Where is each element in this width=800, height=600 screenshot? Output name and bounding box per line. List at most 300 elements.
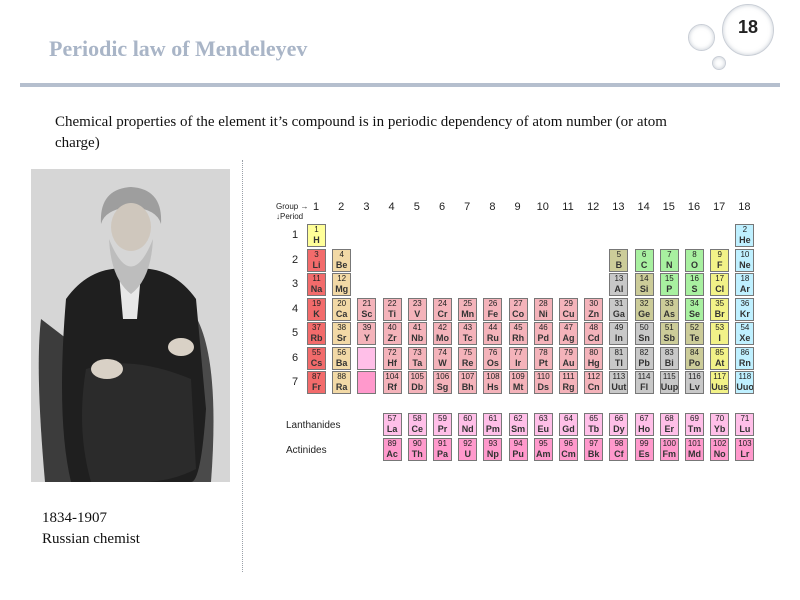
element-symbol: Os — [486, 357, 499, 368]
element-cell — [609, 413, 628, 436]
element-cell — [559, 371, 578, 394]
element-symbol: Rn — [738, 357, 751, 368]
element-cell — [408, 413, 427, 436]
element-cell — [660, 371, 679, 394]
element-cell — [408, 371, 427, 394]
element-symbol: Cn — [587, 382, 600, 392]
element-cell — [483, 413, 502, 436]
atomic-number: 8 — [692, 249, 697, 259]
element-symbol: Ca — [335, 308, 348, 319]
element-cell — [735, 413, 754, 436]
element-cell — [483, 347, 502, 370]
element-symbol: Mo — [436, 333, 449, 343]
element-cell — [307, 249, 326, 272]
atomic-number: 37 — [312, 323, 321, 332]
element-symbol: Be — [335, 259, 348, 270]
element-symbol: S — [691, 284, 698, 294]
element-symbol: Sb — [663, 333, 676, 343]
element-cell — [710, 273, 729, 296]
element-symbol: Xe — [739, 333, 751, 343]
element-cell — [458, 438, 477, 461]
element-symbol: Ne — [739, 259, 751, 270]
element-symbol: Cd — [587, 333, 600, 343]
atomic-number: 58 — [412, 414, 422, 423]
element-cell — [660, 298, 679, 321]
element-cell — [584, 347, 603, 370]
element-symbol: Y — [363, 333, 370, 343]
element-cell — [685, 322, 704, 345]
atomic-number: 4 — [339, 249, 344, 259]
element-cell — [509, 413, 528, 436]
actinides-label: Actinides — [286, 445, 327, 456]
atomic-number: 26 — [488, 298, 498, 308]
element-cell — [710, 438, 729, 461]
element-symbol: Hs — [487, 382, 499, 392]
element-symbol: Cf — [614, 449, 624, 459]
element-cell — [660, 249, 679, 272]
atomic-number: 76 — [488, 347, 498, 357]
atomic-number: 27 — [513, 298, 523, 308]
group-number: 15 — [662, 201, 675, 213]
atomic-number: 109 — [511, 372, 525, 381]
element-symbol: Pt — [538, 357, 548, 368]
element-symbol: Ni — [538, 308, 548, 319]
element-symbol: Fl — [640, 382, 649, 392]
element-symbol: Sc — [361, 308, 373, 319]
group-number: 16 — [687, 201, 701, 213]
element-symbol: Si — [639, 284, 649, 294]
element-cell — [408, 298, 427, 321]
element-cell — [307, 347, 326, 370]
element-cell — [685, 249, 704, 272]
element-cell — [559, 298, 578, 321]
element-cell — [609, 371, 628, 394]
atomic-number: 104 — [385, 372, 399, 381]
atomic-number: 40 — [387, 323, 397, 332]
element-cell — [383, 438, 402, 461]
element-symbol: Pr — [437, 424, 448, 434]
portrait-photo — [31, 169, 230, 482]
element-symbol: Ga — [612, 308, 625, 319]
atomic-number: 59 — [438, 414, 447, 423]
element-cell — [332, 371, 351, 394]
element-symbol: No — [713, 449, 726, 459]
atomic-number: 63 — [538, 414, 548, 423]
element-cell — [534, 438, 553, 461]
element-symbol: Pb — [638, 357, 650, 368]
element-symbol: Db — [411, 382, 424, 392]
element-cell — [509, 438, 528, 461]
element-cell — [635, 298, 654, 321]
atomic-number: 78 — [538, 347, 548, 357]
element-cell — [685, 438, 704, 461]
atomic-number: 7 — [667, 249, 672, 259]
element-cell — [433, 413, 452, 436]
group-number: 5 — [413, 201, 420, 213]
atomic-number: 46 — [538, 323, 548, 332]
element-cell — [509, 371, 528, 394]
atomic-number: 42 — [438, 323, 447, 332]
element-symbol: Es — [638, 449, 650, 459]
element-symbol: Uut — [611, 382, 627, 392]
element-symbol: U — [464, 449, 471, 459]
element-cell — [408, 438, 427, 461]
caption-years: 1834-1907 — [42, 510, 107, 526]
atomic-number: 1 — [314, 225, 319, 234]
element-cell — [332, 249, 351, 272]
element-symbol: Na — [310, 284, 323, 294]
element-symbol: Pu — [512, 449, 524, 459]
element-cell — [534, 413, 553, 436]
atomic-number: 116 — [688, 372, 701, 381]
group-number: 17 — [713, 201, 726, 213]
group-number: 9 — [514, 201, 521, 213]
element-cell — [685, 347, 704, 370]
element-symbol: Bi — [664, 357, 674, 368]
element-symbol: Li — [312, 259, 321, 270]
element-cell — [635, 371, 654, 394]
lanthanides-label: Lanthanides — [286, 420, 341, 431]
element-cell — [483, 322, 502, 345]
element-symbol: Ce — [411, 424, 424, 434]
element-symbol: Ba — [335, 357, 348, 368]
group-number: 1 — [312, 201, 320, 213]
atomic-number: 56 — [337, 347, 347, 357]
atomic-number: 74 — [438, 347, 447, 357]
atomic-number: 114 — [637, 372, 651, 381]
element-cell — [584, 413, 603, 436]
atomic-number: 5 — [616, 249, 622, 259]
element-cell — [660, 347, 679, 370]
element-cell — [534, 298, 553, 321]
element-cell — [735, 347, 754, 370]
atomic-number: 18 — [740, 274, 750, 283]
atomic-number: 101 — [687, 439, 702, 448]
element-cell — [710, 371, 729, 394]
atomic-number: 90 — [412, 439, 422, 448]
atomic-number: 50 — [639, 323, 649, 332]
group-number: 6 — [438, 201, 446, 213]
element-symbol: Se — [688, 308, 700, 319]
element-cell — [483, 371, 502, 394]
element-symbol: Tb — [588, 424, 600, 434]
atomic-number: 91 — [438, 439, 447, 448]
atomic-number: 61 — [488, 414, 498, 423]
element-symbol: Am — [536, 449, 551, 459]
group-number: 7 — [464, 201, 471, 213]
element-cell — [332, 322, 351, 345]
atomic-number: 81 — [614, 347, 624, 357]
element-symbol: Uup — [660, 382, 679, 392]
element-symbol: Th — [411, 449, 423, 459]
atomic-number: 28 — [538, 298, 548, 308]
element-symbol: Fe — [487, 308, 499, 319]
element-cell — [735, 438, 754, 461]
element-cell — [509, 322, 528, 345]
element-symbol: Cu — [562, 308, 575, 319]
element-symbol: Rh — [512, 333, 525, 343]
element-cell — [710, 322, 729, 345]
atomic-number: 108 — [486, 372, 500, 381]
element-symbol: Re — [461, 357, 474, 368]
element-cell — [685, 413, 704, 436]
atomic-number: 44 — [488, 323, 498, 332]
element-symbol: Nb — [411, 333, 424, 343]
element-cell — [660, 273, 679, 296]
period-number: 1 — [291, 229, 299, 241]
atomic-number: 62 — [513, 414, 523, 423]
element-symbol: Bk — [587, 449, 600, 459]
group-number: 3 — [363, 201, 370, 213]
period-number: 6 — [291, 351, 299, 364]
atomic-number: 34 — [690, 298, 699, 308]
element-symbol: Mt — [512, 382, 524, 392]
element-cell — [710, 249, 729, 272]
atomic-number: 52 — [690, 323, 699, 332]
element-cell — [483, 438, 502, 461]
element-symbol: F — [716, 259, 723, 270]
caption-role: Russian chemist — [42, 531, 140, 547]
atomic-number: 97 — [589, 439, 599, 448]
dotted-divider — [242, 160, 243, 572]
element-symbol: Ho — [638, 424, 651, 434]
element-cell — [458, 413, 477, 436]
element-symbol: Sn — [638, 333, 650, 343]
atomic-number: 24 — [438, 298, 447, 308]
atomic-number: 89 — [387, 439, 397, 448]
period-number: 5 — [291, 327, 299, 339]
atomic-number: 48 — [589, 323, 599, 332]
element-symbol: In — [614, 333, 623, 343]
element-symbol: C — [640, 259, 648, 270]
atomic-number: 19 — [312, 298, 321, 308]
element-cell — [408, 322, 427, 345]
atomic-number: 110 — [536, 372, 550, 381]
element-cell — [483, 298, 502, 321]
atomic-number: 6 — [641, 249, 647, 259]
group-number: 4 — [388, 201, 395, 213]
element-symbol: Pd — [537, 333, 550, 343]
element-symbol: Uus — [711, 382, 729, 392]
element-symbol: Te — [689, 333, 700, 343]
element-symbol: Gd — [562, 424, 575, 434]
atomic-number: 22 — [387, 298, 397, 308]
element-symbol: Cs — [310, 357, 323, 368]
element-symbol: Ru — [486, 333, 499, 343]
element-cell — [383, 322, 402, 345]
atomic-number: 41 — [412, 323, 422, 332]
atomic-number: 51 — [664, 323, 674, 332]
group-number: 8 — [489, 201, 496, 213]
element-symbol: B — [615, 259, 623, 270]
element-cell — [635, 249, 654, 272]
element-cell — [584, 322, 603, 345]
group-number: 14 — [637, 201, 650, 213]
atomic-number: 16 — [690, 274, 699, 283]
atomic-number: 25 — [463, 298, 473, 308]
element-cell — [458, 371, 477, 394]
element-cell — [609, 298, 628, 321]
title-underline — [20, 83, 780, 87]
element-symbol: Dy — [613, 424, 625, 434]
element-cell — [660, 322, 679, 345]
element-cell — [433, 438, 452, 461]
element-symbol: Fm — [662, 449, 677, 459]
atomic-number: 38 — [337, 323, 347, 332]
atomic-number: 98 — [614, 439, 624, 448]
atomic-number: 35 — [715, 298, 725, 308]
element-symbol: Ti — [388, 308, 397, 319]
element-symbol: Bh — [461, 382, 474, 392]
atomic-number: 20 — [337, 298, 347, 308]
element-cell — [735, 249, 754, 272]
atomic-number: 30 — [589, 298, 599, 308]
atomic-number: 55 — [312, 347, 321, 357]
element-cell — [710, 347, 729, 370]
atomic-number: 105 — [410, 372, 424, 381]
element-cell — [559, 413, 578, 436]
atomic-number: 3 — [314, 249, 319, 259]
element-symbol: Np — [486, 449, 499, 459]
atomic-number: 60 — [463, 414, 473, 423]
element-symbol: V — [414, 308, 421, 319]
element-symbol: Lv — [689, 382, 700, 392]
atomic-number: 13 — [614, 274, 624, 283]
element-cell — [685, 273, 704, 296]
element-cell — [559, 438, 578, 461]
element-cell — [584, 298, 603, 321]
element-cell — [584, 438, 603, 461]
element-symbol: Tm — [687, 424, 702, 434]
element-symbol: Cl — [715, 284, 725, 294]
portrait-illustration — [31, 169, 230, 482]
element-symbol: Er — [664, 424, 675, 434]
element-symbol: Rb — [310, 333, 323, 343]
period-number: 2 — [291, 253, 299, 266]
element-symbol: At — [714, 357, 725, 368]
element-symbol: Hf — [387, 357, 397, 368]
atomic-number: 93 — [488, 439, 498, 448]
decorative-circle-medium — [688, 24, 715, 51]
element-symbol: Mg — [335, 284, 349, 294]
element-symbol: Zn — [588, 308, 600, 319]
element-cell — [660, 413, 679, 436]
element-cell — [735, 322, 754, 345]
atomic-number: 10 — [740, 249, 750, 259]
element-symbol: Lu — [739, 424, 751, 434]
period-arrow-label: ↓Period — [276, 212, 304, 221]
element-symbol: Rf — [387, 382, 397, 392]
atomic-number: 45 — [513, 323, 523, 332]
element-cell — [458, 322, 477, 345]
element-cell — [609, 249, 628, 272]
element-cell — [383, 413, 402, 436]
element-cell — [408, 347, 427, 370]
atomic-number: 47 — [564, 323, 573, 332]
group-number: 2 — [338, 201, 345, 213]
atomic-number: 11 — [312, 274, 321, 283]
atomic-number: 111 — [562, 372, 575, 381]
atomic-number: 75 — [463, 347, 473, 357]
element-symbol: Hg — [587, 357, 600, 368]
element-symbol: Lr — [740, 449, 750, 459]
element-cell — [332, 298, 351, 321]
group-number: 11 — [562, 201, 574, 213]
atomic-number: 118 — [738, 372, 752, 381]
atomic-number: 17 — [715, 274, 725, 283]
element-cell — [458, 298, 477, 321]
slide-number: 18 — [737, 17, 759, 37]
atomic-number: 99 — [639, 439, 649, 448]
element-cell — [332, 273, 351, 296]
element-cell — [307, 371, 326, 394]
element-symbol: Yb — [713, 424, 726, 434]
atomic-number: 33 — [664, 298, 674, 308]
element-cell — [332, 347, 351, 370]
element-symbol: Uuo — [736, 382, 754, 392]
element-symbol: Md — [688, 449, 701, 459]
element-cell — [433, 298, 452, 321]
atomic-number: 82 — [639, 347, 649, 357]
element-symbol: La — [386, 424, 398, 434]
element-cell — [635, 413, 654, 436]
element-cell — [307, 322, 326, 345]
element-cell — [609, 322, 628, 345]
element-symbol: Ds — [537, 382, 550, 392]
element-symbol: N — [666, 259, 673, 270]
element-cell — [685, 371, 704, 394]
element-symbol: Ra — [335, 382, 348, 392]
element-symbol: W — [438, 357, 447, 368]
group-number: 10 — [536, 201, 549, 213]
element-symbol: Sg — [436, 382, 449, 392]
element-symbol: Co — [512, 308, 525, 319]
element-symbol: Ir — [515, 357, 522, 368]
atomic-number: 96 — [564, 439, 573, 448]
atomic-number: 39 — [362, 323, 372, 332]
atomic-number: 87 — [312, 372, 321, 381]
element-cell — [357, 298, 376, 321]
atomic-number: 80 — [589, 347, 599, 357]
element-cell — [433, 371, 452, 394]
element-symbol: Au — [562, 357, 575, 368]
atomic-number: 94 — [513, 439, 523, 448]
element-symbol: Al — [614, 284, 624, 294]
atomic-number: 64 — [564, 414, 573, 423]
element-cell — [609, 347, 628, 370]
element-cell — [307, 298, 326, 321]
atomic-number: 36 — [740, 298, 750, 308]
atomic-number: 113 — [612, 372, 626, 381]
atomic-number: 67 — [639, 414, 649, 423]
atomic-number: 31 — [614, 298, 624, 308]
element-cell — [559, 322, 578, 345]
atomic-number: 72 — [387, 347, 397, 357]
element-cell — [635, 273, 654, 296]
element-cell — [307, 224, 326, 247]
atomic-number: 86 — [740, 347, 750, 357]
element-symbol: Pa — [436, 449, 448, 459]
element-cell — [383, 347, 402, 370]
element-symbol: Mn — [461, 308, 475, 319]
element-symbol: Br — [714, 308, 725, 319]
element-symbol: Ta — [412, 357, 423, 368]
atomic-number: 115 — [662, 372, 676, 381]
element-cell — [433, 322, 452, 345]
element-cell — [710, 298, 729, 321]
atomic-number: 21 — [362, 298, 372, 308]
element-cell — [735, 273, 754, 296]
